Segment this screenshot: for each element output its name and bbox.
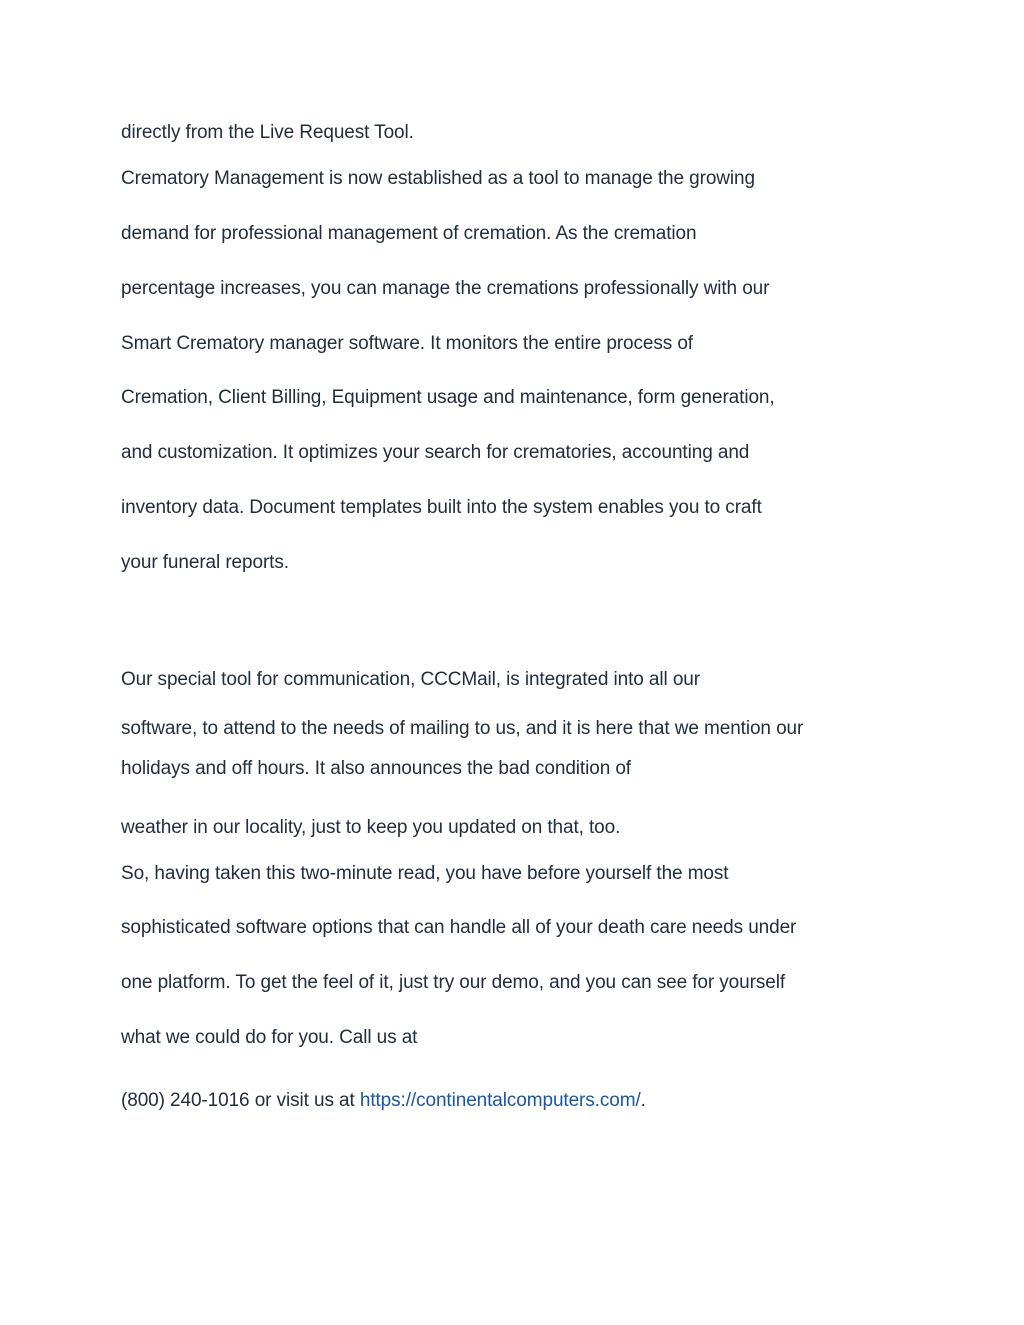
text-line: percentage increases, you can manage the cremations professionally with our	[121, 278, 770, 299]
contact-line	[121, 1089, 646, 1113]
text-line: what we could do for you. Call us at	[121, 1027, 418, 1048]
text-line: demand for professional management of cremation. As the cremation	[121, 223, 697, 244]
text-line: and customization. It optimizes your search for crematories, accounting and	[121, 442, 750, 463]
text-line: your funeral reports.	[121, 552, 289, 573]
text-line: So, having taken this two-minute read, you have before yourself the most	[121, 863, 729, 884]
text-line: software, to attend to the needs of mailing to us, and it is here that we mention our	[121, 718, 804, 739]
text-line: inventory data. Document templates built into the system enables you to craft	[121, 497, 762, 518]
text-line: Our special tool for communication, CCCMail, is integrated into all our	[121, 669, 700, 690]
text-line: sophisticated software options that can handle all of your death care needs under	[121, 917, 797, 938]
text-line: directly from the Live Request Tool.	[121, 122, 414, 143]
text-line: Smart Crematory manager software. It monitors the entire process of	[121, 333, 693, 354]
text-line: holidays and off hours. It also announces the bad condition of	[121, 758, 631, 779]
text-line: Cremation, Client Billing, Equipment usage and maintenance, form generation,	[121, 387, 775, 408]
text-line: Crematory Management is now established as a tool to manage the growing	[121, 168, 755, 189]
contact-suffix: .	[640, 1090, 646, 1111]
text-line: one platform. To get the feel of it, just try our demo, and you can see for yourself	[121, 972, 786, 993]
text-line: weather in our locality, just to keep you updated on that, too.	[121, 817, 621, 838]
website-link[interactable]: https://continentalcomputers.com/	[359, 1090, 641, 1111]
contact-phone-text: (800) 240-1016 or visit us at	[121, 1090, 360, 1111]
